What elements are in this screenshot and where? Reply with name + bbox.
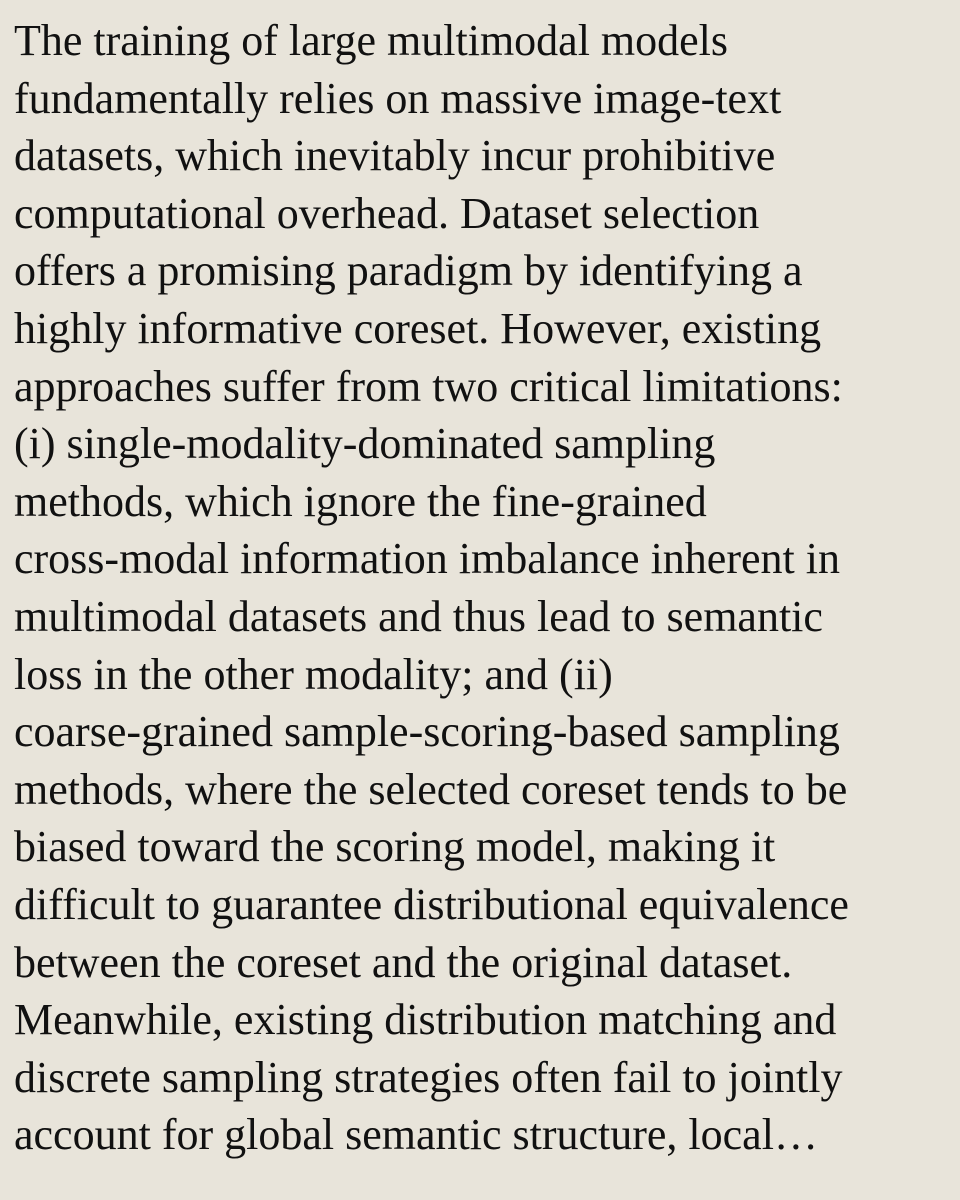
text-line-5: offers a promising paradigm by identifying a (14, 246, 803, 296)
text-line-7: approaches suffer from two critical limitations: (14, 361, 843, 411)
abstract-paragraph (14, 12, 954, 1164)
text-line-13: coarse-grained sample-scoring-based sampling (14, 707, 840, 757)
text-line-16: difficult to guarantee distributional equivalence (14, 879, 849, 929)
text-line-2: fundamentally relies on massive image-text (14, 73, 782, 123)
text-line-17: between the coreset and the original dataset. (14, 937, 793, 987)
text-line-4: computational overhead. Dataset selection (14, 188, 760, 238)
text-line-19: discrete sampling strategies often fail to jointly (14, 1052, 843, 1102)
text-line-15: biased toward the scoring model, making it (14, 822, 776, 872)
text-line-1: The training of large multimodal models (14, 16, 729, 65)
text-line-9: methods, which ignore the fine-grained (14, 476, 707, 526)
text-line-10: cross-modal information imbalance inherent in (14, 534, 840, 584)
text-line-18: Meanwhile, existing distribution matching and (14, 995, 837, 1045)
text-line-8: (i) single-modality-dominated sampling (14, 419, 716, 469)
text-line-3: datasets, which inevitably incur prohibitive (14, 131, 776, 181)
text-line-11: multimodal datasets and thus lead to semantic (14, 591, 823, 641)
text-line-6: highly informative coreset. However, existing (14, 303, 822, 353)
text-line-12: loss in the other modality; and (ii) (14, 649, 613, 699)
text-line-14: methods, where the selected coreset tends to be (14, 764, 848, 814)
text-line-20: account for global semantic structure, local… (14, 1110, 818, 1160)
